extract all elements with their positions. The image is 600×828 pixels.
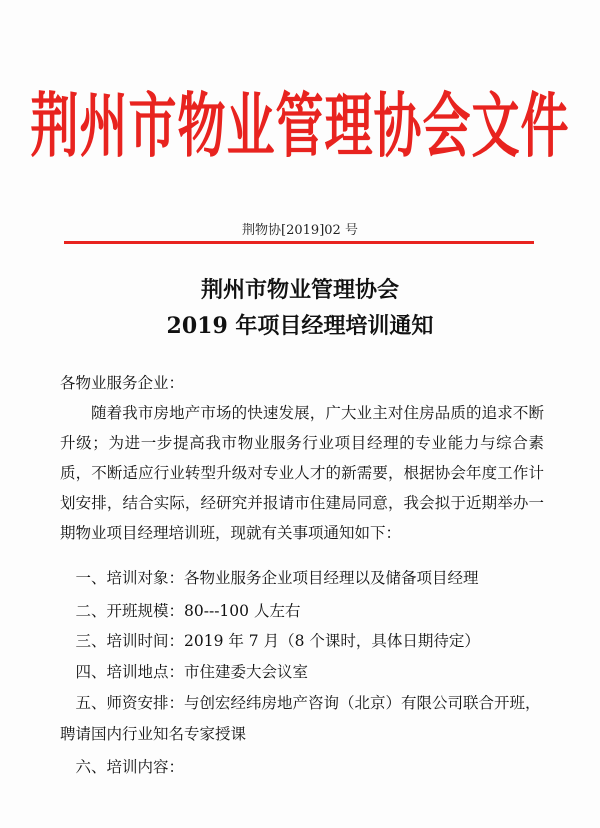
list-item-training-time: 三、培训时间：2019 年 7 月（8 个课时，具体日期待定） bbox=[75, 632, 480, 650]
document-number: 荆物协[2019]02 号 bbox=[242, 223, 358, 238]
red-letterhead-title: 荆州市物业管理协会文件 bbox=[30, 85, 570, 168]
list-item-training-location: 四、培训地点：市住建委大会议室 bbox=[75, 663, 309, 681]
list-item-faculty: 五、师资安排：与创宏经纬房地产咨询（北京）有限公司联合开班，聘请国内行业知名专家授课 bbox=[60, 694, 541, 743]
salutation: 各物业服务企业： bbox=[60, 374, 185, 392]
notice-title-subject: 2019 年项目经理培训通知 bbox=[166, 313, 434, 339]
notice-title-org: 荆州市物业管理协会 bbox=[200, 277, 399, 303]
list-item-class-size: 二、开班规模：80---100 人左右 bbox=[75, 602, 301, 620]
list-item-training-content: 六、培训内容： bbox=[75, 758, 185, 776]
red-divider-line bbox=[64, 241, 534, 244]
intro-paragraph: 随着我市房地产市场的快速发展，广大业主对住房品质的追求不断升级；为进一步提高我市物业服务行业项目经理的专业能力与综合素质，不断适应行业转型升级对专业人才的新需要，根据协会年度工作计划安排，结合实际，经研究并报请市住建局同意，我会拟于近期举办一期物业项目经理培训班，现就有关事项通知如下： bbox=[60, 404, 544, 542]
list-item-training-target: 一、培训对象：各物业服务企业项目经理以及储备项目经理 bbox=[75, 569, 479, 587]
